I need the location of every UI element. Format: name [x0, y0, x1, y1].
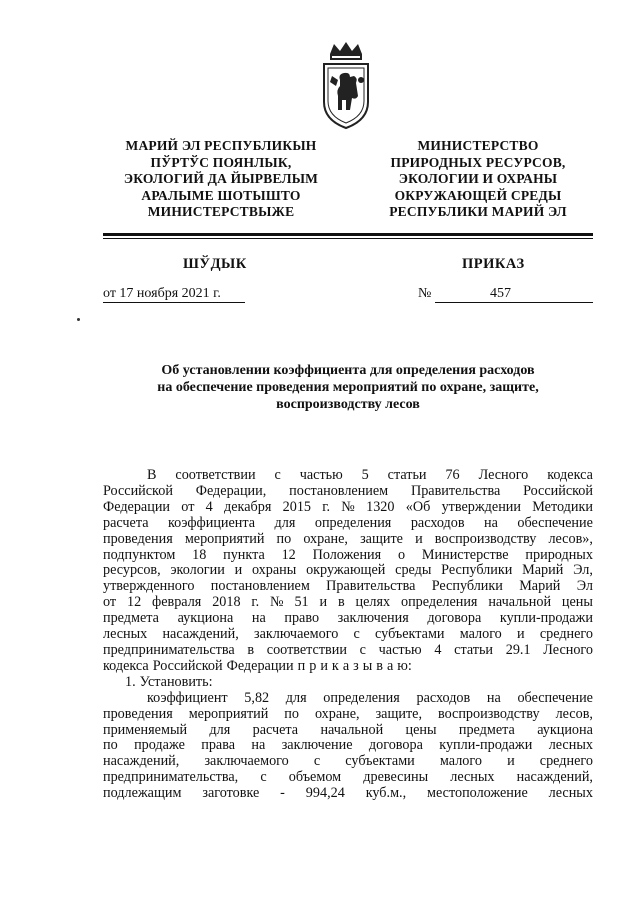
body-line: насаждений, заключаемого с субъектами малого и среднего — [103, 753, 593, 770]
title-line: воспроизводству лесов — [276, 397, 420, 412]
header-russian-ministry-name — [353, 138, 603, 221]
body-line: В соответствии с частью 5 статьи 76 Лесного кодекса — [147, 467, 593, 483]
number-underline — [435, 302, 593, 303]
body-line: коэффициент 5,82 для определения расходов на обеспечение — [147, 689, 593, 706]
header-divider-thin — [103, 238, 593, 239]
body-line: от 12 февраля 2018 г. № 51 и в целях определения начальной цены — [103, 594, 593, 611]
body-line: проведения мероприятий по охране, защите и воспроизводству лесов», — [103, 530, 593, 547]
header-right-line: ПРИРОДНЫХ РЕСУРСОВ, — [390, 154, 566, 170]
header-left-line: МАРИЙ ЭЛ РЕСПУБЛИКЫН — [125, 138, 317, 153]
title-line: на обеспечение проведения мероприятий по охране, защите, — [157, 380, 539, 395]
header-divider-thick — [103, 233, 593, 236]
order-date: от 17 ноября 2021 г. — [103, 286, 221, 301]
body-line: проведения мероприятий по охране, защите, воспроизводству лесов, — [103, 705, 593, 722]
body-line: предмета аукциона на право заключения договора купли-продажи — [103, 610, 593, 627]
body-line: предпринимательства, с объемом древесины лесных насаждений, — [103, 769, 593, 786]
body-line: Российской Федерации, постановлением Правительства Российской — [103, 482, 593, 499]
header-mari-ministry-name — [96, 138, 346, 221]
order-title — [103, 362, 593, 413]
header-left-line: ЭКОЛОГИЙ ДА ЙЫРВЕЛЫМ — [123, 171, 319, 186]
order-number: 457 — [490, 286, 511, 301]
header-left-line: ПЎРТЎС ПОЯНЛЫК, — [150, 154, 292, 170]
doc-type-mari: ШЎДЫК — [183, 256, 247, 272]
body-line: лесных насаждений, заключаемого с субъектами малого и среднего — [103, 626, 593, 643]
body-line: утвержденного постановлением Правительства Республики Марий Эл — [103, 578, 593, 595]
header-right-line: МИНИСТЕРСТВО — [417, 138, 539, 153]
number-sign: № — [418, 286, 432, 301]
body-line: применяемый для расчета начальной цены предмета аукциона — [103, 721, 593, 738]
body-line: подпунктом 18 пункта 12 Положения о Министерстве природных — [103, 546, 593, 563]
body-line: ресурсов, экологии и охраны окружающей среды Республики Марий Эл, — [103, 562, 593, 579]
title-line: Об установлении коэффициента для определения расходов — [161, 363, 535, 378]
coat-of-arms-icon — [316, 40, 376, 130]
body-line: 1. Установить: — [125, 673, 213, 690]
header-right-line: ОКРУЖАЮЩЕЙ СРЕДЫ — [394, 187, 562, 203]
date-underline — [103, 302, 245, 303]
doc-type-russian: ПРИКАЗ — [462, 256, 525, 272]
header-right-line: РЕСПУБЛИКИ МАРИЙ ЭЛ — [389, 204, 567, 219]
header-right-line: ЭКОЛОГИИ И ОХРАНЫ — [398, 171, 558, 186]
body-line: расчета коэффициента для определения расходов на обеспечение — [103, 514, 593, 531]
order-body — [103, 468, 593, 802]
body-line: предпринимательства в соответствии с частью 4 статьи 29.1 Лесного — [103, 641, 593, 658]
header-left-line: МИНИСТЕРСТВЫЖЕ — [147, 204, 295, 219]
scan-mark — [77, 318, 80, 321]
body-line: Федерации от 4 декабря 2015 г. № 1320 «Об утверждении Методики — [103, 498, 593, 515]
header-left-line: АРАЛЫМЕ ШОТЫШТО — [141, 187, 301, 203]
body-line: кодекса Российской Федерации п р и к а з ы в а ю: — [103, 657, 412, 674]
body-line: по продаже права на заключение договора купли-продажи лесных — [103, 737, 593, 754]
body-line: подлежащим заготовке - 994,24 куб.м., местоположение лесных — [103, 785, 593, 802]
